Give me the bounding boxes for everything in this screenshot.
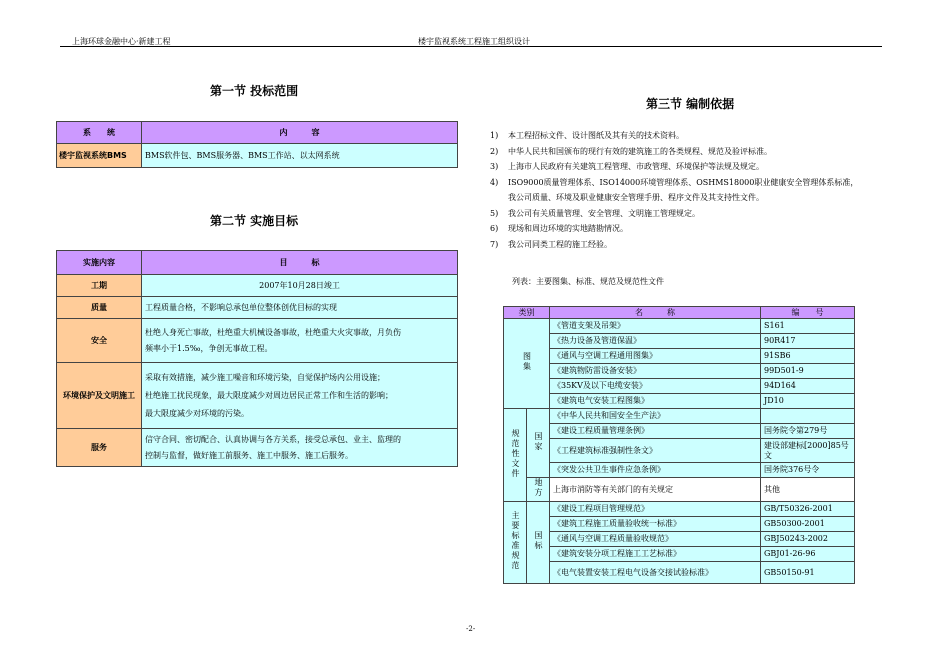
std-code: GB/T50326-2001 xyxy=(761,502,855,517)
goals-row xyxy=(57,429,458,467)
header-left: 上海环球金融中心·新建工程 xyxy=(72,37,171,46)
cat-regs xyxy=(504,409,527,502)
list-num: 4) xyxy=(490,177,499,187)
std-name: 《35KV及以下电缆安装》 xyxy=(550,379,761,394)
list-item xyxy=(490,128,895,144)
std-code: GBJ01-26-96 xyxy=(761,547,855,562)
goals-line: 控制与监督，做好施工前服务、施工中服务、施工后服务。 xyxy=(145,450,353,460)
cat-atlas xyxy=(504,319,550,409)
std-code: 90R417 xyxy=(761,334,855,349)
goals-table xyxy=(56,250,458,467)
scope-header-content: 内 容 xyxy=(142,122,458,144)
std-name: 《电气装置安装工程电气设备交接试验标准》 xyxy=(550,562,761,584)
list-item xyxy=(490,144,895,160)
goals-text xyxy=(142,363,458,429)
std-header-code: 编 号 xyxy=(761,307,855,319)
std-name: 《建筑安装分项工程施工工艺标准》 xyxy=(550,547,761,562)
std-code: GBJ50243-2002 xyxy=(761,532,855,547)
std-name: 《工程建筑标准强制性条文》 xyxy=(550,439,761,463)
standards-table xyxy=(503,306,855,584)
sub-nation-label: 国家 xyxy=(534,431,543,452)
list-item xyxy=(490,237,895,253)
goals-header-item: 实施内容 xyxy=(57,251,142,275)
std-name: 《通风与空调工程质量验收规范》 xyxy=(550,532,761,547)
sub-nation2-label: 国标 xyxy=(534,531,543,551)
std-code: GB50300-2001 xyxy=(761,517,855,532)
list-text: 本工程招标文件、设计图纸及其有关的技术资料。 xyxy=(508,131,684,140)
cat-regs-label: 规范性文件 xyxy=(511,428,520,479)
page-number: -2- xyxy=(466,625,476,633)
list-num: 5) xyxy=(490,208,499,218)
std-name: 《管道支架及吊架》 xyxy=(550,319,761,334)
goals-line: 杜绝施工扰民现象，最大限度减少对周边居民正常工作和生活的影响； xyxy=(145,390,393,400)
list-item xyxy=(490,221,895,237)
list-num: 7) xyxy=(490,239,499,249)
list-text: 我公司同类工程的施工经验。 xyxy=(508,239,612,249)
std-name: 上海市消防等有关部门的有关规定 xyxy=(550,478,761,502)
goals-header-target: 目 标 xyxy=(142,251,458,275)
cat-std-label: 主要标准规范 xyxy=(511,511,520,571)
std-code: 94D164 xyxy=(761,379,855,394)
std-name: 《热力设备及管道保温》 xyxy=(550,334,761,349)
scope-table xyxy=(56,121,458,168)
list-text: 我公司质量、环境及职业健康安全管理手册、程序文件及其支持性文件。 xyxy=(508,193,764,202)
goals-row xyxy=(57,297,458,319)
goals-text xyxy=(142,319,458,363)
std-code: 其他 xyxy=(761,478,855,502)
scope-header-system: 系 统 xyxy=(57,122,142,144)
sub-local xyxy=(527,478,550,502)
std-code: 国务院376号令 xyxy=(761,463,855,478)
goals-line: 频率小于1.5‰，争创无事故工程。 xyxy=(145,343,273,353)
sub-nation2 xyxy=(527,502,550,584)
std-code: JD10 xyxy=(761,394,855,409)
std-name: 《中华人民共和国安全生产法》 xyxy=(550,409,761,424)
goals-label: 服务 xyxy=(57,429,142,467)
std-header-category: 类别 xyxy=(504,307,550,319)
list-num: 3) xyxy=(490,162,499,171)
section1-title: 第一节 投标范围 xyxy=(210,84,299,98)
list-text: 中华人民共和国颁布的现行有效的建筑施工的各类规程、规范及验评标准。 xyxy=(508,146,772,156)
std-header-name: 名 称 xyxy=(550,307,761,319)
goals-label: 环境保护及文明施工 xyxy=(57,363,142,429)
list-num: 6) xyxy=(490,224,499,233)
goals-row xyxy=(57,363,458,429)
list-num: 1) xyxy=(490,131,499,140)
std-code: 国务院令第279号 xyxy=(761,424,855,439)
std-name: 《建设工程项目管理规范》 xyxy=(550,502,761,517)
std-code: 91SB6 xyxy=(761,349,855,364)
goals-row xyxy=(57,275,458,297)
goals-line: 信守合同、密切配合、认真协调与各方关系，接受总承包、业主、监理的 xyxy=(145,434,401,444)
list-num xyxy=(490,190,508,206)
std-code: S161 xyxy=(761,319,855,334)
section3-title: 第三节 编制依据 xyxy=(646,97,735,111)
goals-line: 采取有效措施，减少施工噪音和环境污染，自觉保护场内公用设施； xyxy=(145,372,385,382)
goals-label: 质量 xyxy=(57,297,142,319)
table-note: 列表：主要图集、标准、规范及规范性文件 xyxy=(512,277,664,286)
list-item xyxy=(490,206,895,222)
std-code: 建设部建标[2000]85号文 xyxy=(761,439,855,463)
list-text: 上海市人民政府有关建筑工程管理、市政管理、环境保护等法规及规定。 xyxy=(508,162,764,171)
goals-row xyxy=(57,319,458,363)
sub-nation xyxy=(527,409,550,478)
section2-title: 第二节 实施目标 xyxy=(210,214,299,228)
goals-text: 2007年10月28日竣工 xyxy=(142,275,458,297)
std-name: 《突发公共卫生事件应急条例》 xyxy=(550,463,761,478)
goals-line: 杜绝人身死亡事故，杜绝重大机械设备事故，杜绝重大火灾事故，月负伤 xyxy=(145,327,401,337)
std-code: 99D501-9 xyxy=(761,364,855,379)
std-name: 《建筑物防雷设备安装》 xyxy=(550,364,761,379)
std-name: 《建筑电气安装工程图集》 xyxy=(550,394,761,409)
list-num: 2) xyxy=(490,146,499,156)
list-item xyxy=(490,175,895,191)
header-rule xyxy=(60,46,882,47)
header-center: 楼宇监视系统工程施工组织设计 xyxy=(418,37,530,46)
goals-label: 工期 xyxy=(57,275,142,297)
std-code: GB50150-91 xyxy=(761,562,855,584)
std-name: 《建设工程质量管理条例》 xyxy=(550,424,761,439)
scope-content: BMS软件包、BMS服务器、BMS工作站、以太网系统 xyxy=(142,144,458,168)
goals-text: 工程质量合格，不影响总承包单位整体创优目标的实现 xyxy=(142,297,458,319)
cat-std xyxy=(504,502,527,584)
std-name: 《通风与空调工程通用图集》 xyxy=(550,349,761,364)
goals-text xyxy=(142,429,458,467)
list-text: 我公司有关质量管理、安全管理、文明施工管理规定。 xyxy=(508,208,700,218)
list-item xyxy=(490,159,895,175)
list-text: ISO9000质量管理体系、ISO14000环境管理体系、OSHMS18000职业健康安全管理体系标准， xyxy=(508,177,859,187)
goals-line: 最大限度减少对环境的污染。 xyxy=(145,408,249,418)
goals-label: 安全 xyxy=(57,319,142,363)
std-code xyxy=(761,409,855,424)
basis-list xyxy=(490,128,895,252)
list-item xyxy=(490,190,895,206)
cat-atlas-label: 图集 xyxy=(522,352,532,372)
sub-local-label: 地方 xyxy=(534,478,543,498)
list-text: 现场和周边环境的实地踏勘情况。 xyxy=(508,224,628,233)
scope-system: 楼宇监视系统BMS xyxy=(57,144,142,168)
std-name: 《建筑工程施工质量验收统一标准》 xyxy=(550,517,761,532)
